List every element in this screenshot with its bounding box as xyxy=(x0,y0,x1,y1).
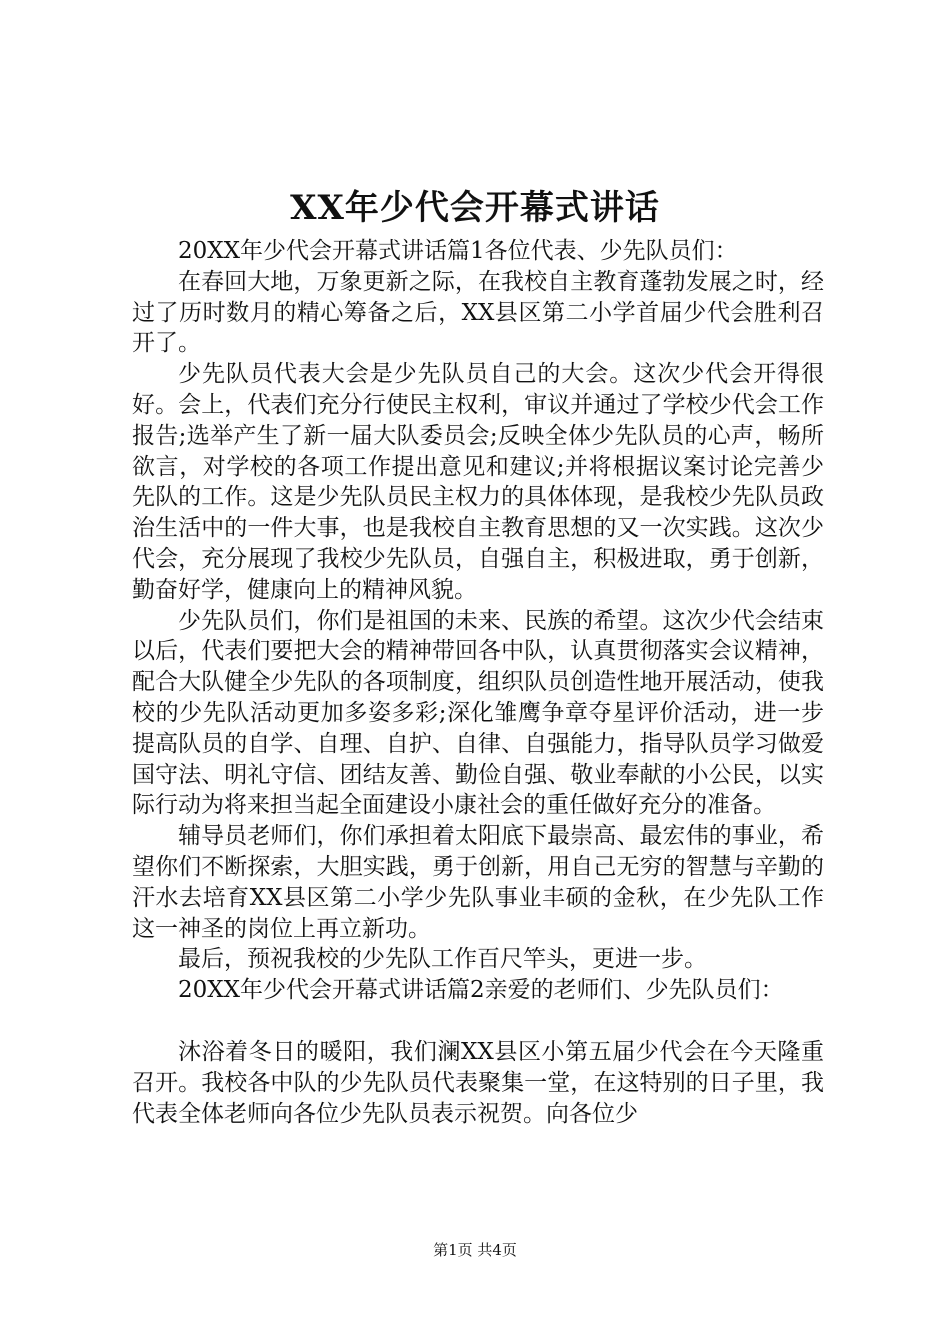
paragraph-teachers: 辅导员老师们，你们承担着太阳底下最崇高、最宏伟的事业，希望你们不断探索，大胆实践，勇于创新，用自己无穷的智慧与辛勤的汗水去培育XX县区第二小学少先队事业丰硕的金秋，在少先队工作这一神圣的岗位上再立新功。 xyxy=(132,823,824,942)
paragraph-intro-1: 20XX年少代会开幕式讲话篇1各位代表、少先队员们： xyxy=(178,238,738,264)
paragraph-intro-2: 20XX年少代会开幕式讲话篇2亲爱的老师们、少先队员们： xyxy=(178,977,784,1004)
paragraph-pioneers: 少先队员们，你们是祖国的未来、民族的希望。这次少代会结束以后，代表们要把大会的精神带回各中队，认真贯彻落实会议精神，配合大队健全少先队的各项制度，组织队员创造性地开展活动，使我校的少先队活动更加多姿多彩;深化雏鹰争章夺星评价活动，进一步提高队员的自学、自理、自护、自律、自强能力，指导队员学习做爱国守法、明礼守信、团结友善、勤俭自强、敬业奉献的小公民，以实际行动为将来担当起全面建设小康社会的重任做好充分的准备。 xyxy=(132,607,824,819)
paragraph-congress: 少先队员代表大会是少先队员自己的大会。这次少代会开得很好。会上，代表们充分行使民主权利，审议并通过了学校少代会工作报告;选举产生了新一届大队委员会;反映全体少先队员的心声，畅所欲言，对学校的各项工作提出意见和建议;并将根据议案讨论完善少先队的工作。这是少先队员民主权力的具体体现，是我校少先队员政治生活中的一件大事，也是我校自主教育思想的又一次实践。这次少代会，充分展现了我校少先队员，自强自主，积极进取，勇于创新，勤奋好学，健康向上的精神风貌。 xyxy=(132,361,824,603)
paragraph-closing: 最后，预祝我校的少先队工作百尺竿头，更进一步。 xyxy=(178,946,707,973)
paragraph-winter: 沐浴着冬日的暖阳，我们澜XX县区小第五届少代会在今天隆重召开。我校各中队的少先队员代表聚集一堂，在这特别的日子里，我代表全体老师向各位少先队员表示祝贺。向各位少 xyxy=(132,1038,824,1127)
page-footer: 第1页 共4页 xyxy=(433,1241,517,1259)
document-body xyxy=(132,236,824,1129)
paragraph-opening: 在春回大地，万象更新之际，在我校自主教育蓬勃发展之时，经过了历时数月的精心筹备之后，XX县区第二小学首届少代会胜利召开了。 xyxy=(132,268,824,357)
document-title: XX年少代会开幕式讲话 xyxy=(290,188,660,228)
